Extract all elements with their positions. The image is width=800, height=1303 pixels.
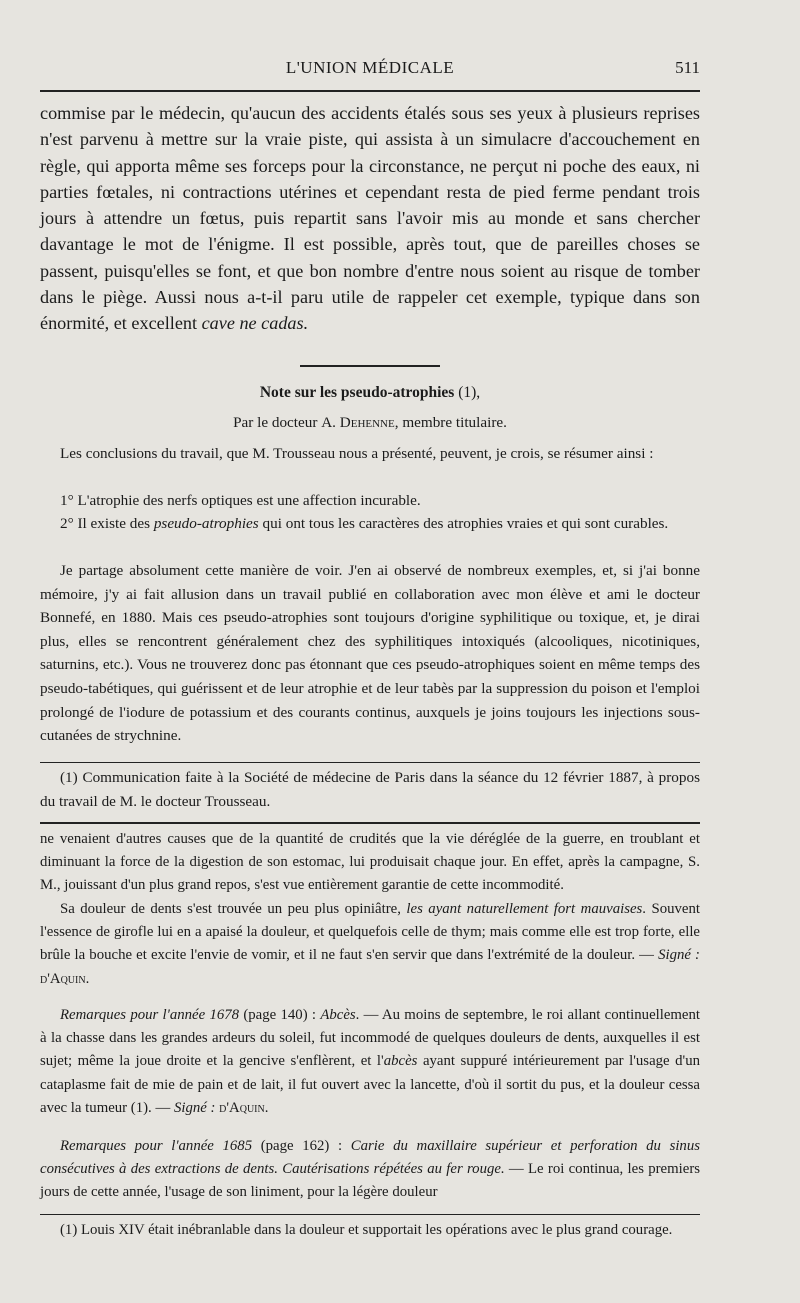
column-break-rule xyxy=(40,822,700,824)
bottom-paragraph-2: Sa douleur de dents s'est trouvée un peu plus opiniâtre, les ayant naturellement fort mauvaises. Souvent l'essence de girofle lui en a apaisé la douleur, et quelquefois celle de thym; mais comme elle est trop forte, elle brûle la bouche et excite l'envie de vomir, et il ne faut s'en servir que dans l'extrémité de la douleur. — Signé : d'Aquin. xyxy=(40,901,700,987)
footnote-rule xyxy=(40,762,700,763)
bottom-paragraph-4: Remarques pour l'année 1685 (page 162) : Carie du maxillaire supérieur et perforation du sinus consécutives à des extractions de dents. Cautérisations répétées au fer rouge. — Le roi continua, les premiers jours de cette année, l'usage de son liniment, pour la légère douleur xyxy=(40,1138,701,1201)
top-paragraph: commise par le médecin, qu'aucun des accidents étalés sous ses yeux à plusieurs reprises n'est parvenu à mettre sur la vraie piste, qui assista à un simulacre d'accouchement en règle, qui apporta même ses forceps pour la circonstance, ne perçut ni poche des eaux, ni parties fœtales, ni contractions utérines et cependant resta de pied ferme pendant trois jours à attendre un fœtus, puis repartit sans l'avoir mis au monde et sans chercher davantage le mot de l'énigme. Il est possible, après tout, que de pareilles choses se passent, puisqu'elles se font, et que bon nombre d'entre nous soient au risque de tomber dans le piège. Aussi nous a-t-il paru utile de rappeler cet exemple, typique dans son énormité, et excellent cave ne cadas. xyxy=(40,103,700,334)
note-title: Note sur les pseudo-atrophies (1), xyxy=(259,384,481,401)
bottom-footnote: (1) Louis XIV était inébranlable dans la douleur et supportait les opérations avec le plus grand courage. xyxy=(60,1222,673,1238)
running-header xyxy=(40,58,700,86)
bottom-paragraph-3: Remarques pour l'année 1678 (page 140) : Abcès. — Au moins de septembre, le roi allant continuellement à la chasse dans les grandes ardeurs du soleil, fut incommodé de quelques douleurs de dents, auxquelles il est sujet; même la joue droite et la gencive s'enflèrent, et l'abcès ayant suppuré intérieurement par l'usage d'un cataplasme fait de mie de pain et de lait, il fut ouvert avec la lancette, d'où il sortit du pus, et la douleur cessa avec la tumeur (1). — Signé : d'Aquin. xyxy=(40,1007,701,1116)
header-rule xyxy=(40,90,700,92)
conclusion-item-1: 1° L'atrophie des nerfs optiques est une affection incurable. xyxy=(60,492,421,509)
page-number: 511 xyxy=(675,58,700,77)
note-intro: Les conclusions du travail, que M. Trousseau nous a présenté, peuvent, je crois, se résumer ainsi : xyxy=(60,445,654,462)
note-body: Je partage absolument cette manière de voir. J'en ai observé de nombreux exemples, et, si j'ai bonne mémoire, j'y ai fait allusion dans un travail publié en collaboration avec mon élève et ami le docteur Bonnefé, en 1880. Mais ces pseudo-atrophies sont toujours d'origine syphilitique ou toxique, et, je dirai plus, elles se rencontrent généralement chez des syphilitiques intoxiqués (alcooliques, nicotiniques, saturnins, etc.). Vous ne trouverez donc pas étonnant que ces pseudo-atrophiques soient en même temps des pseudo-tabétiques, qui guérissent et de leur atrophie et de leur tabès par la suppression du poison et l'emploi prolongé de l'iodure de potassium et des courants continus, auxquels je joins toujours les injections sous-cutanées de strychnine. xyxy=(40,562,700,745)
conclusion-item-2: 2° Il existe des pseudo-atrophies qui ont tous les caractères des atrophies vraies et qui sont curables. xyxy=(60,515,669,532)
bottom-footnote-rule xyxy=(40,1214,700,1215)
journal-title: L'UNION MÉDICALE xyxy=(285,58,455,77)
note-footnote: (1) Communication faite à la Société de médecine de Paris dans la séance du 12 février 1887, à propos du travail de M. le docteur Trousseau. xyxy=(40,769,700,810)
bottom-paragraph-1: ne venaient d'autres causes que de la quantité de crudités que la vie déréglée de la guerre, en troublant et diminuant la force de la digestion de son estomac, lui produisait chaque jour. En effet, après la campagne, S. M., jouissant d'un plus grand repos, s'est vue entièrement garantie de cette incommodité. xyxy=(40,831,700,894)
note-author: Par le docteur A. Dehenne, membre titulaire. xyxy=(233,414,507,431)
section-divider xyxy=(300,365,440,367)
